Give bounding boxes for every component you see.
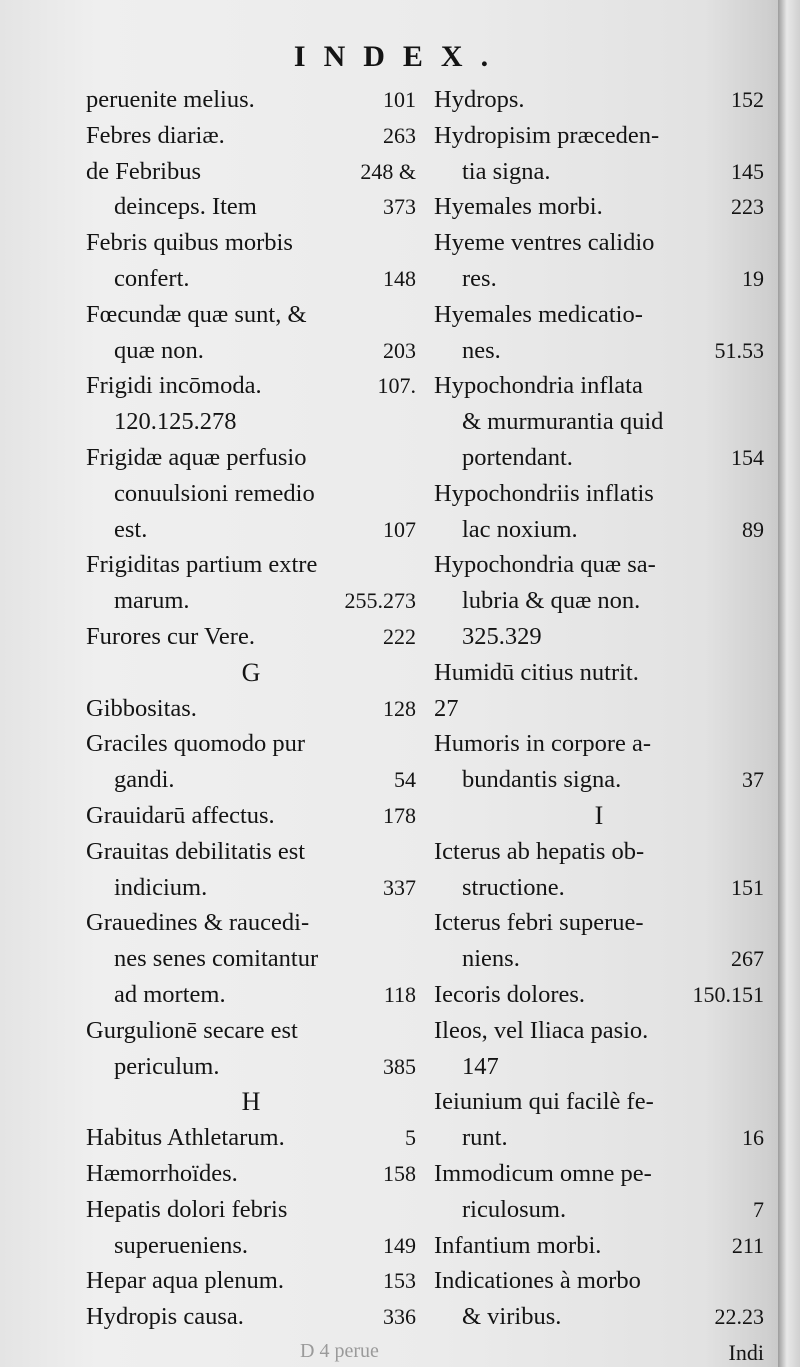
entry-text: Frigidæ aquæ perfusio bbox=[86, 443, 307, 471]
entry-text: Febris quibus morbis bbox=[86, 229, 293, 257]
index-letter-heading bbox=[86, 1084, 416, 1120]
index-column-right bbox=[434, 82, 764, 1367]
entry-text: Hyeme ventres calidio bbox=[434, 229, 655, 257]
entry-text: Ieiunium qui facilè fe- bbox=[434, 1088, 654, 1116]
entry-page-ref: 37 bbox=[742, 767, 764, 793]
entry-text: tia signa. bbox=[462, 157, 551, 185]
page-header: INDEX. bbox=[293, 40, 507, 73]
index-entry bbox=[86, 512, 416, 548]
entry-page-ref: 336 bbox=[383, 1304, 416, 1330]
entry-page-ref: 54 bbox=[394, 767, 416, 793]
entry-page-ref: 145 bbox=[731, 158, 764, 184]
index-entry bbox=[86, 762, 416, 798]
index-entry bbox=[434, 1192, 764, 1228]
entry-page-ref: 154 bbox=[731, 444, 764, 470]
entry-text: Infantium morbi. bbox=[434, 1231, 602, 1259]
index-entry bbox=[86, 118, 416, 154]
entry-text: bundantis signa. bbox=[462, 766, 622, 794]
index-entry bbox=[86, 1120, 416, 1156]
entry-page-ref: 150.151 bbox=[692, 981, 764, 1007]
entry-page-ref: 151 bbox=[731, 874, 764, 900]
entry-page-ref: 51.53 bbox=[714, 337, 764, 363]
index-entry bbox=[86, 189, 416, 225]
entry-text: runt. bbox=[462, 1124, 508, 1152]
entry-text: Grauidarū affectus. bbox=[86, 801, 275, 829]
entry-page-ref: 19 bbox=[742, 265, 764, 291]
index-entry bbox=[434, 297, 764, 333]
entry-text: Hydrops. bbox=[434, 86, 525, 113]
entry-page-ref: 211 bbox=[731, 1232, 764, 1258]
entry-text: Fœcundæ quæ sunt, & bbox=[86, 300, 307, 328]
entry-text: 120.125.278 bbox=[114, 408, 237, 436]
index-entry bbox=[86, 440, 416, 476]
entry-text: lac noxium. bbox=[462, 515, 578, 543]
index-entry bbox=[434, 368, 764, 404]
index-entry bbox=[434, 655, 764, 691]
entry-text: indicium. bbox=[114, 873, 208, 901]
index-entry bbox=[434, 476, 764, 512]
entry-text: Gibbositas. bbox=[86, 694, 197, 722]
entry-text: Hydropisim præceden- bbox=[434, 121, 660, 149]
entry-text: res. bbox=[462, 264, 497, 292]
entry-text: Febres diariæ. bbox=[86, 121, 225, 149]
entry-page-ref: 107. bbox=[377, 373, 416, 399]
index-entry bbox=[434, 977, 764, 1013]
index-entry bbox=[434, 726, 764, 762]
entry-text: nes. bbox=[462, 336, 501, 364]
index-entry bbox=[86, 619, 416, 655]
entry-page-ref: 178 bbox=[383, 802, 416, 828]
index-entry bbox=[86, 404, 416, 440]
entry-text: Ileos, vel Iliaca pasio. bbox=[434, 1016, 649, 1044]
index-entry bbox=[434, 619, 764, 655]
index-column-left bbox=[86, 82, 416, 1335]
entry-text: niens. bbox=[462, 945, 520, 973]
entry-page-ref: 263 bbox=[383, 122, 416, 148]
entry-page-ref: 22.23 bbox=[714, 1304, 764, 1330]
entry-text: conuulsioni remedio bbox=[114, 479, 315, 507]
entry-text: Icterus ab hepatis ob- bbox=[434, 837, 645, 865]
index-entry bbox=[434, 1228, 764, 1264]
entry-page-ref: 152 bbox=[731, 87, 764, 112]
entry-page-ref: 16 bbox=[742, 1125, 764, 1151]
index-entry bbox=[434, 905, 764, 941]
entry-page-ref: 373 bbox=[383, 194, 416, 220]
entry-text: Hepar aqua plenum. bbox=[86, 1267, 284, 1295]
index-entry bbox=[86, 583, 416, 619]
index-entry bbox=[434, 333, 764, 369]
entry-text: Hypochondria inflata bbox=[434, 372, 643, 400]
entry-text: peruenite melius. bbox=[86, 86, 255, 113]
index-entry bbox=[434, 225, 764, 261]
entry-text: Icterus febri superue- bbox=[434, 909, 644, 937]
entry-text: Furores cur Vere. bbox=[86, 622, 255, 650]
index-entry bbox=[434, 1299, 764, 1335]
index-entry bbox=[86, 225, 416, 261]
index-entry bbox=[434, 834, 764, 870]
entry-text: Humoris in corpore a- bbox=[434, 730, 652, 758]
entry-text: periculum. bbox=[114, 1052, 220, 1080]
entry-text: marum. bbox=[114, 587, 190, 615]
index-entry bbox=[434, 762, 764, 798]
entry-text: Hyemales morbi. bbox=[434, 193, 603, 221]
entry-page-ref: 267 bbox=[731, 946, 764, 972]
page-edge bbox=[778, 0, 800, 1367]
index-entry bbox=[434, 1156, 764, 1192]
entry-text: est. bbox=[114, 515, 148, 543]
entry-text: riculosum. bbox=[462, 1195, 567, 1223]
index-entry bbox=[86, 261, 416, 297]
entry-text: deinceps. Item bbox=[114, 193, 257, 221]
index-entry bbox=[434, 1013, 764, 1049]
entry-text: Grauedines & raucedi- bbox=[86, 909, 310, 937]
index-entry bbox=[434, 118, 764, 154]
index-entry bbox=[434, 547, 764, 583]
index-entry bbox=[86, 1192, 416, 1228]
index-entry bbox=[86, 834, 416, 870]
index-entry bbox=[86, 1156, 416, 1192]
entry-page-ref: 248 & bbox=[360, 158, 416, 184]
entry-text: Grauitas debilitatis est bbox=[86, 837, 306, 865]
index-entry bbox=[86, 1263, 416, 1299]
entry-page-ref: 222 bbox=[383, 623, 416, 649]
entry-page-ref: 118 bbox=[383, 981, 416, 1007]
index-entry bbox=[86, 1013, 416, 1049]
entry-text: nes senes comitantur bbox=[114, 945, 319, 973]
entry-text: & murmurantia quid bbox=[462, 408, 664, 436]
entry-text: H bbox=[241, 1087, 261, 1117]
index-entry bbox=[86, 977, 416, 1013]
index-entry bbox=[86, 941, 416, 977]
index-entry bbox=[86, 82, 416, 118]
entry-text: gandi. bbox=[114, 766, 175, 794]
entry-text: confert. bbox=[114, 264, 190, 292]
entry-page-ref: 128 bbox=[383, 695, 416, 721]
entry-text: Hydropis causa. bbox=[86, 1303, 244, 1331]
page-footer-signature: D 4 perue bbox=[300, 1340, 379, 1362]
entry-text: Frigidi incōmoda. bbox=[86, 372, 262, 400]
entry-text: Iecoris dolores. bbox=[434, 980, 586, 1008]
index-entry bbox=[434, 512, 764, 548]
index-entry bbox=[434, 1120, 764, 1156]
entry-text: 27 bbox=[434, 694, 459, 722]
index-entry bbox=[86, 726, 416, 762]
entry-text: Frigiditas partium extre bbox=[86, 551, 318, 579]
index-entry bbox=[86, 297, 416, 333]
index-entry bbox=[86, 1299, 416, 1335]
index-entry bbox=[434, 691, 764, 727]
entry-text: & viribus. bbox=[462, 1303, 562, 1331]
index-entry bbox=[86, 547, 416, 583]
entry-page-ref: 5 bbox=[405, 1125, 416, 1151]
entry-text: de Febribus bbox=[86, 157, 201, 185]
entry-page-ref: 101 bbox=[383, 87, 416, 112]
entry-page-ref: 148 bbox=[383, 265, 416, 291]
index-entry bbox=[86, 691, 416, 727]
index-entry bbox=[434, 189, 764, 225]
entry-text: Hepatis dolori febris bbox=[86, 1195, 288, 1223]
entry-page-ref: 153 bbox=[383, 1268, 416, 1294]
index-entry bbox=[86, 1049, 416, 1085]
index-entry bbox=[434, 583, 764, 619]
index-entry bbox=[434, 1049, 764, 1085]
index-entry bbox=[86, 1228, 416, 1264]
index-entry bbox=[434, 1084, 764, 1120]
index-entry bbox=[434, 440, 764, 476]
entry-text: G bbox=[241, 657, 261, 687]
entry-text: portendant. bbox=[462, 443, 573, 471]
entry-page-ref: 107 bbox=[383, 516, 416, 542]
index-letter-heading bbox=[434, 798, 764, 834]
entry-page-ref: 337 bbox=[383, 874, 416, 900]
entry-text: Hyemales medicatio- bbox=[434, 300, 643, 328]
entry-page-ref: 385 bbox=[383, 1053, 416, 1079]
entry-text: Indicationes à morbo bbox=[434, 1267, 641, 1295]
entry-text: Hæmorrhoïdes. bbox=[86, 1159, 238, 1187]
entry-page-ref: 149 bbox=[383, 1232, 416, 1258]
entry-text: structione. bbox=[462, 873, 565, 901]
entry-text: Gurgulionē secare est bbox=[86, 1016, 298, 1044]
index-entry bbox=[434, 404, 764, 440]
index-entry bbox=[434, 82, 764, 118]
index-entry bbox=[86, 368, 416, 404]
index-entry bbox=[434, 941, 764, 977]
entry-text: superueniens. bbox=[114, 1231, 249, 1259]
index-entry bbox=[86, 154, 416, 190]
entry-text: Hypochondriis inflatis bbox=[434, 479, 654, 507]
entry-page-ref: 89 bbox=[742, 516, 764, 542]
entry-text: quæ non. bbox=[114, 336, 204, 364]
entry-text: Habitus Athletarum. bbox=[86, 1124, 285, 1152]
index-entry bbox=[434, 154, 764, 190]
index-letter-heading bbox=[86, 655, 416, 691]
index-entry bbox=[86, 870, 416, 906]
entry-text: 325.329 bbox=[462, 622, 542, 650]
entry-text: 147 bbox=[462, 1052, 499, 1080]
entry-page-ref: 203 bbox=[383, 337, 416, 363]
entry-text: Graciles quomodo pur bbox=[86, 730, 306, 758]
entry-text: Humidū citius nutrit. bbox=[434, 658, 639, 686]
entry-text: ad mortem. bbox=[114, 980, 226, 1008]
index-entry bbox=[86, 333, 416, 369]
entry-page-ref: 158 bbox=[383, 1160, 416, 1186]
index-entry bbox=[86, 905, 416, 941]
entry-text: I bbox=[594, 800, 604, 830]
entry-page-ref: 7 bbox=[753, 1196, 764, 1222]
index-entry bbox=[86, 798, 416, 834]
entry-page-ref: 223 bbox=[731, 194, 764, 220]
index-entry bbox=[434, 870, 764, 906]
entry-page-ref: 255.273 bbox=[344, 588, 416, 614]
entry-text: Immodicum omne pe- bbox=[434, 1159, 652, 1187]
index-entry bbox=[434, 1263, 764, 1299]
entry-text: Hypochondria quæ sa- bbox=[434, 551, 656, 579]
index-entry bbox=[86, 476, 416, 512]
index-entry bbox=[434, 261, 764, 297]
entry-page-ref: Indi bbox=[728, 1339, 764, 1365]
entry-text: lubria & quæ non. bbox=[462, 587, 641, 615]
